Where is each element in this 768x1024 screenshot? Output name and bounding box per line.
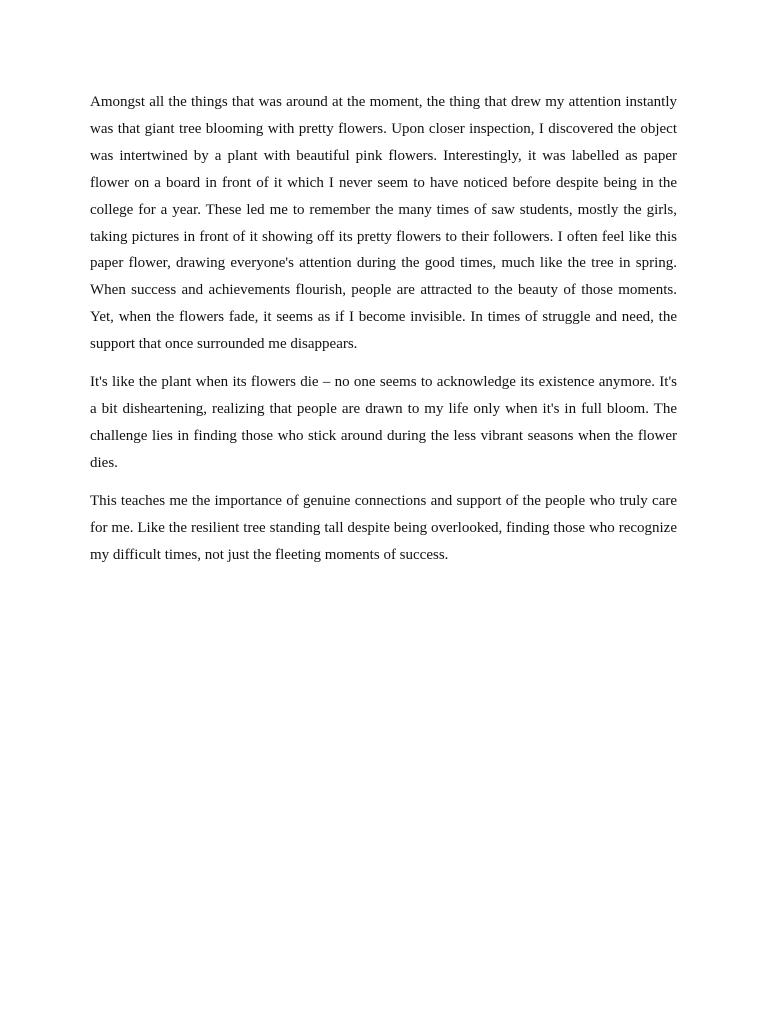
paragraph-2: It's like the plant when its flowers die – no one seems to acknowledge its existence anymore. It's a bit disheartening, realizing that people are drawn to my life only when it's in full bloom. The challenge lies in finding those who stick around during the less vibrant seasons when the flower dies.: [90, 374, 677, 471]
paragraph-3: This teaches me the importance of genuine connections and support of the people who truly care for me. Like the resilient tree standing tall despite being overlooked, finding those who recognize my difficult times, not just the fleeting moments of success.: [90, 492, 677, 563]
paragraph-1: Amongst all the things that was around at the moment, the thing that drew my attention instantly was that giant tree blooming with pretty flowers. Upon closer inspection, I discovered the object was intertwined by a plant with beautiful pink flowers. Interestingly, it was labelled as paper flower on a board in front of it which I never seem to have noticed before despite being in the college for a year. These led me to remember the many times of saw students, mostly the girls, taking pictures in front of it showing off its pretty flowers to their followers. I often feel like this paper flower, drawing everyone's attention during the good times, much like the tree in spring. When success and achievements flourish, people are attracted to the beauty of those moments. Yet, when the flowers fade, it seems as if I become invisible. In times of struggle and need, the support that once surrounded me disappears.: [90, 94, 677, 353]
document-body: [90, 89, 677, 568]
